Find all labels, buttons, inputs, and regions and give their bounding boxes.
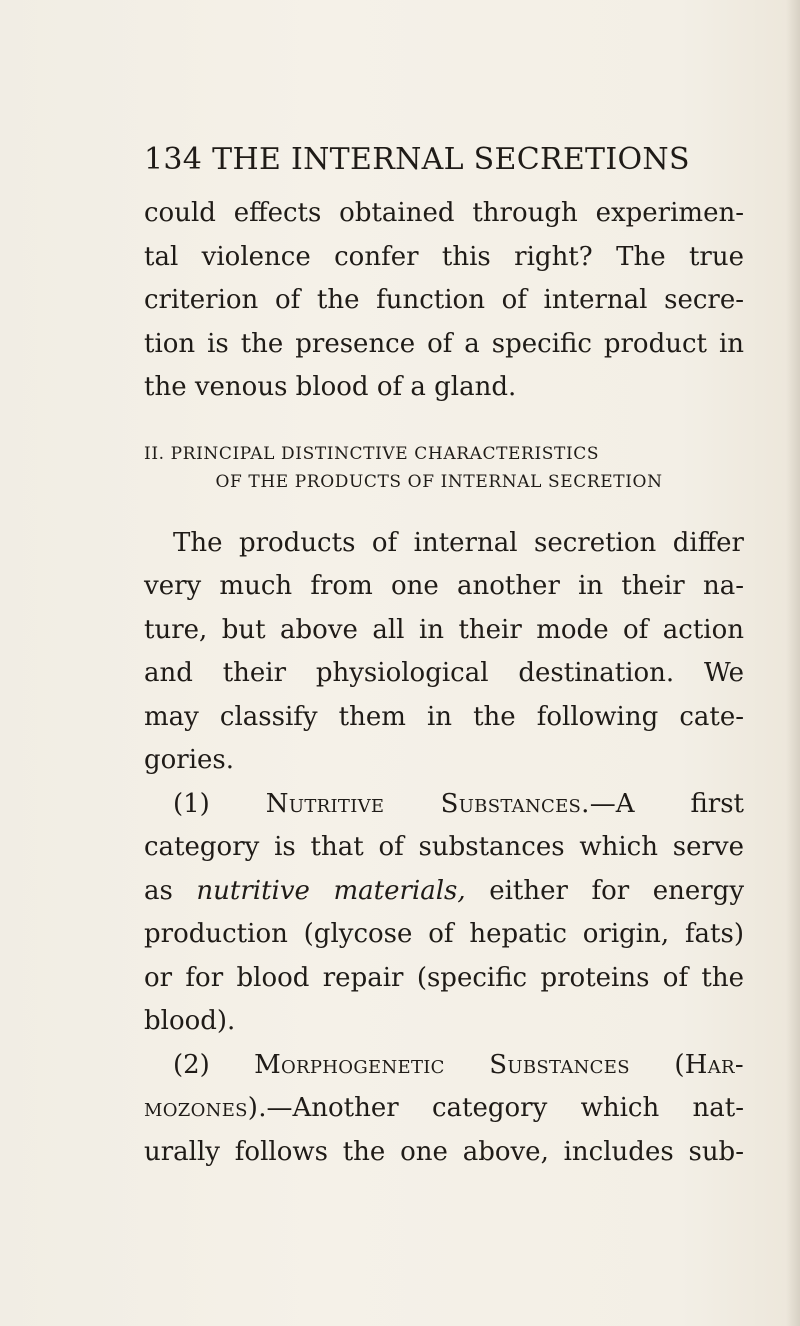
text-line: tal violence confer this right? The true: [144, 241, 744, 272]
section-heading-line-2: OF THE PRODUCTS OF INTERNAL SECRETION: [215, 471, 663, 492]
text-line: very much from one another in their na-: [144, 571, 744, 601]
text-line: and their physiological destination. We: [144, 658, 744, 688]
text-line: [144, 1087, 744, 1131]
text-line: criterion of the function of internal secre-: [144, 285, 744, 315]
item-text: .—Another category which nat-: [258, 1093, 744, 1123]
page-edge-shadow: [786, 0, 800, 1326]
italic-term: nutritive materials,: [196, 875, 466, 906]
section-heading-line-1: II. PRINCIPAL DISTINCTIVE CHARACTERISTICS: [144, 443, 600, 464]
item-number: (1): [173, 788, 210, 819]
text-line: production (glycose of hepatic origin, fats): [144, 919, 744, 949]
text-line: could effects obtained through experimen-: [144, 198, 744, 228]
text-line: [144, 783, 744, 827]
text-line: [144, 1044, 744, 1088]
text-line: tion is the presence of a specific product in: [144, 328, 744, 359]
item-heading: Morphogenetic Substances (Har-: [254, 1049, 744, 1080]
intro-paragraph: [144, 522, 744, 783]
item-heading: Nutritive Substances.: [265, 788, 590, 819]
text-line: urally follows the one above, includes sub-: [144, 1136, 744, 1167]
item-nutritive-substances: [144, 783, 744, 1044]
opening-paragraph: [144, 192, 744, 410]
running-head-title: THE INTERNAL SECRETIONS: [212, 142, 690, 177]
text-line: blood).: [144, 1006, 236, 1036]
section-heading: [144, 440, 744, 496]
item-heading-continued: mozones): [144, 1093, 259, 1123]
item-text: —A first: [589, 788, 745, 819]
text-line: category is that of substances which serve: [144, 832, 744, 862]
text-line: or for blood repair (specific proteins of the: [144, 962, 744, 993]
text-line: The products of internal secretion differ: [173, 527, 744, 558]
running-head: [144, 140, 744, 180]
item-text: either for energy: [489, 875, 745, 906]
text-line: may classify them in the following cate-: [144, 701, 744, 732]
text-line: gories.: [144, 745, 235, 775]
item-text: as: [144, 875, 173, 906]
page-number: 134: [144, 142, 203, 177]
text-line: ture, but above all in their mode of action: [144, 614, 744, 645]
page-content: [144, 140, 744, 1174]
text-line: the venous blood of a gland.: [144, 372, 517, 402]
item-morphogenetic-substances: [144, 1044, 744, 1175]
text-line: [144, 870, 744, 914]
item-number: (2): [173, 1049, 210, 1080]
